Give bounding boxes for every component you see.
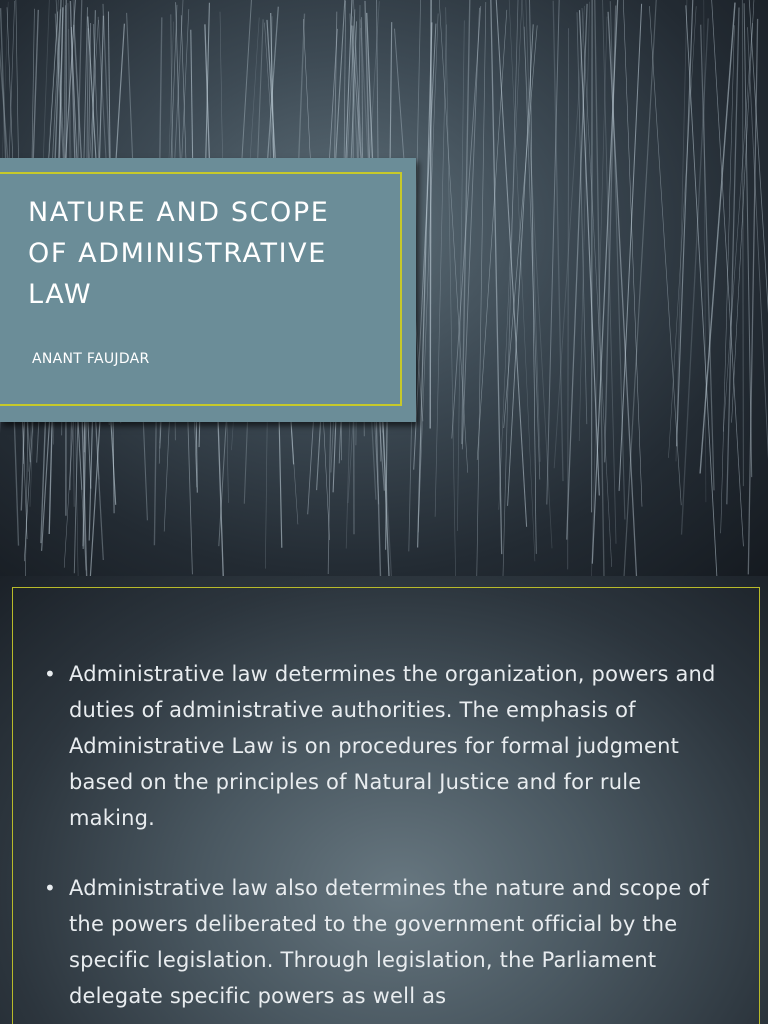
content-slide xyxy=(0,576,768,1024)
background-line xyxy=(414,24,436,470)
background-line xyxy=(676,0,687,461)
background-line xyxy=(547,0,560,504)
background-line xyxy=(524,27,540,480)
background-line xyxy=(435,25,446,517)
background-line xyxy=(457,20,464,531)
background-line xyxy=(610,1,625,519)
background-line xyxy=(522,0,552,548)
title-panel xyxy=(0,158,416,422)
bullet-text: Administrative law determines the organization, powers and duties of administrative authorities. The emphasis of Administrative Law is on procedures for formal judgment based on the principles of Natural Justice and for rule making. xyxy=(69,662,716,830)
background-line xyxy=(509,0,535,561)
background-line xyxy=(567,4,587,540)
slide-title-line: NATURE AND SCOPE xyxy=(28,197,330,228)
background-line xyxy=(526,0,541,462)
background-line xyxy=(592,0,593,512)
slide-title-line: OF ADMINISTRATIVE xyxy=(28,238,327,269)
background-line xyxy=(418,14,438,533)
author-name: ANANT FAUJDAR xyxy=(32,351,150,367)
background-line xyxy=(701,25,714,491)
background-line xyxy=(742,0,743,486)
background-line xyxy=(682,18,709,534)
background-line xyxy=(503,0,518,576)
background-line xyxy=(462,0,470,444)
background-line xyxy=(491,0,502,554)
background-line xyxy=(748,19,757,575)
slide-title-line: LAW xyxy=(28,279,93,310)
bullet-icon: • xyxy=(44,876,56,900)
background-line xyxy=(462,8,479,450)
background-line xyxy=(477,2,486,576)
slide-title xyxy=(28,192,368,315)
bullet-icon: • xyxy=(44,662,56,686)
bullet-item xyxy=(44,870,734,1014)
background-line xyxy=(496,0,527,527)
background-line xyxy=(677,0,694,446)
background-line xyxy=(686,5,717,576)
bullet-item xyxy=(44,656,734,836)
background-line xyxy=(649,6,681,505)
bullet-text: Administrative law also determines the nature and scope of the powers deliberated to the government official by the specific legislation. Through legislation, the Parliament delegate specific powers as well as xyxy=(69,876,709,1008)
background-line xyxy=(418,22,432,547)
background-line xyxy=(669,6,697,458)
background-line xyxy=(446,7,456,576)
bullet-list xyxy=(44,656,734,1024)
